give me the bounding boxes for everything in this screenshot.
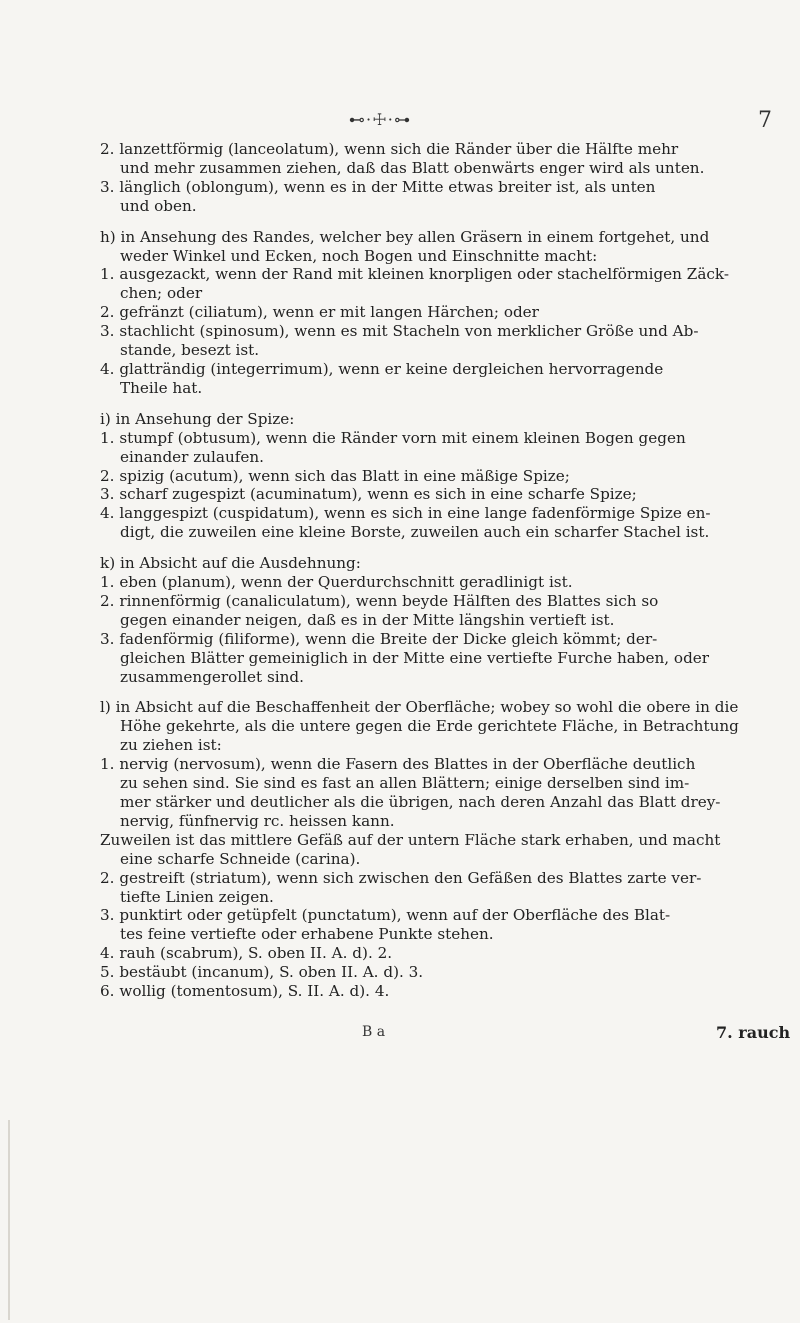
margin-shadow — [8, 1120, 10, 1320]
header-ornament: ⊷⋅☩⋅⊶ — [348, 109, 412, 129]
text-line: eine scharfe Schneide (carina). — [120, 849, 361, 868]
text-line: 1. stumpf (obtusum), wenn die Ränder vorn mit einem kleinen Bogen gegen — [100, 428, 686, 447]
text-line: tes feine vertiefte oder erhabene Punkte stehen. — [120, 925, 494, 944]
text-line: 3. punktirt oder getüpfelt (punctatum), wenn auf der Oberfläche des Blat- — [100, 906, 671, 925]
text-line: und oben. — [120, 196, 197, 215]
text-line: tiefte Linien zeigen. — [120, 887, 274, 906]
text-line: digt, die zuweilen eine kleine Borste, zuweilen auch ein scharfer Stachel ist. — [120, 523, 710, 542]
text-line: 3. scharf zugespizt (acuminatum), wenn es sich in eine scharfe Spize; — [100, 485, 637, 504]
text-line: chen; oder — [120, 284, 203, 303]
text-line: 3. fadenförmig (filiforme), wenn die Breite der Dicke gleich kömmt; der- — [100, 629, 658, 648]
signature-mark: B a — [362, 1024, 386, 1040]
text-line: nervig, fünfnervig rc. heissen kann. — [120, 811, 395, 830]
text-line: 1. eben (planum), wenn der Querdurchschnitt geradlinigt ist. — [100, 573, 573, 592]
text-line: gegen einander neigen, daß es in der Mitte längshin vertieft ist. — [120, 610, 615, 629]
text-line: 2. rinnenförmig (canaliculatum), wenn beyde Hälften des Blattes sich so — [100, 591, 659, 610]
text-line: Theile hat. — [120, 378, 203, 397]
text-line: 5. bestäubt (incanum), S. oben II. A. d). 3. — [100, 963, 424, 982]
text-line: 3. länglich (oblongum), wenn es in der Mitte etwas breiter ist, als unten — [100, 177, 656, 196]
spacer — [68, 216, 788, 228]
text-line: l) in Absicht auf die Beschaffenheit der Oberfläche; wobey so wohl die obere in die — [100, 698, 739, 717]
text-line: stande, besezt ist. — [120, 341, 260, 360]
spacer — [68, 686, 788, 698]
text-line: einander zulaufen. — [120, 447, 264, 466]
text-line: 1. ausgezackt, wenn der Rand mit kleinen knorpligen oder stachelförmigen Zäck- — [100, 265, 729, 284]
text-line: 2. spizig (acutum), wenn sich das Blatt in eine mäßige Spize; — [100, 466, 570, 485]
text-line: 2. gestreift (striatum), wenn sich zwischen den Gefäßen des Blattes zarte ver- — [100, 868, 702, 887]
text-line: mer stärker und deutlicher als die übrigen, nach deren Anzahl das Blatt drey- — [120, 793, 721, 811]
text-line: 4. rauh (scabrum), S. oben II. A. d). 2. — [100, 944, 393, 963]
spacer — [68, 542, 788, 554]
text-line: 2. gefränzt (ciliatum), wenn er mit langen Härchen; oder — [100, 303, 539, 322]
text-line: zu sehen sind. Sie sind es fast an allen Blättern; einige derselben sind im- — [120, 774, 690, 793]
text-line: Zuweilen ist das mittlere Gefäß auf der untern Fläche stark erhaben, und macht — [100, 830, 721, 849]
catchword: 7. rauch — [716, 1023, 791, 1042]
text-line: k) in Absicht auf die Ausdehnung: — [100, 554, 361, 573]
page-number: 7 — [758, 108, 772, 133]
text-line: weder Winkel und Ecken, noch Bogen und Einschnitte macht: — [120, 246, 598, 265]
text-line: und mehr zusammen ziehen, daß das Blatt obenwärts enger wird als unten. — [120, 158, 705, 177]
text-line: 6. wollig (tomentosum), S. II. A. d). 4. — [100, 982, 390, 1001]
spacer — [68, 398, 788, 410]
text-line: 3. stachlicht (spinosum), wenn es mit Stacheln von merklicher Größe und Ab- — [100, 322, 699, 341]
body-text — [68, 140, 788, 1001]
text-line: 4. langgespizt (cuspidatum), wenn es sich in eine lange fadenförmige Spize en- — [100, 504, 711, 523]
text-line: Höhe gekehrte, als die untere gegen die Erde gerichtete Fläche, in Betrachtung — [120, 717, 739, 736]
text-line: i) in Ansehung der Spize: — [100, 409, 295, 428]
text-line: 4. glatträndig (integerrimum), wenn er keine dergleichen hervorragende — [100, 359, 664, 378]
text-line: gleichen Blätter gemeiniglich in der Mitte eine vertiefte Furche haben, oder — [120, 648, 710, 667]
text-line: 1. nervig (nervosum), wenn die Fasern des Blattes in der Oberfläche deutlich — [100, 755, 696, 774]
text-line: zu ziehen ist: — [120, 736, 222, 755]
text-line: zusammengerollet sind. — [120, 667, 304, 686]
text-line: 2. lanzettförmig (lanceolatum), wenn sich die Ränder über die Hälfte mehr — [100, 140, 679, 158]
text-line: h) in Ansehung des Randes, welcher bey allen Gräsern in einem fortgehet, und — [100, 227, 710, 246]
